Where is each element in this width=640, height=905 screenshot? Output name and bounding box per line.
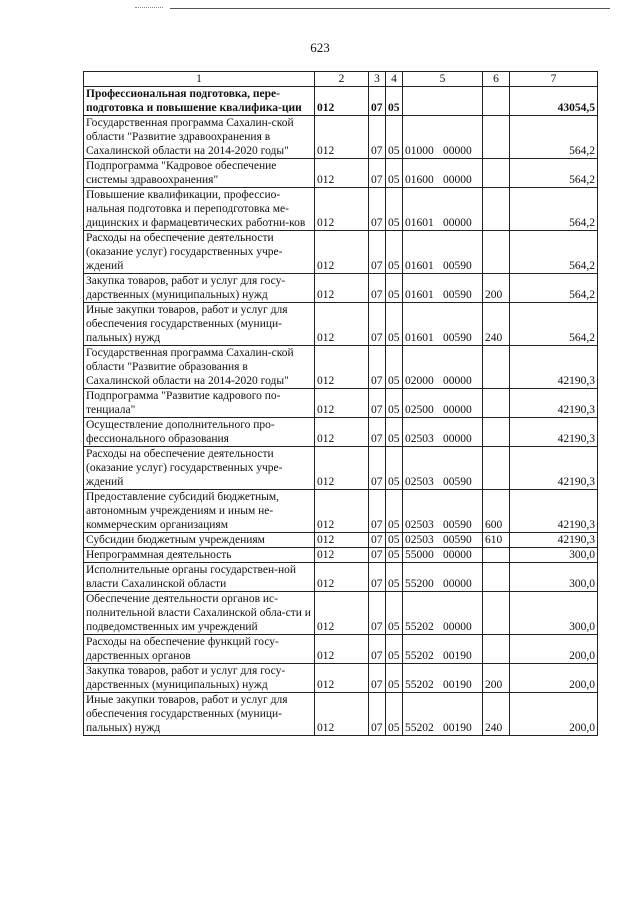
expense-type-code (483, 563, 510, 592)
table-row (84, 693, 598, 736)
section-code: 07 (369, 490, 386, 533)
expense-type-code (483, 346, 510, 389)
subsection-code: 05 (386, 346, 403, 389)
section-code: 07 (369, 159, 386, 188)
target-article-program: 01601 (405, 332, 434, 344)
target-article-code (403, 188, 483, 231)
target-article-direction: 00000 (443, 549, 472, 561)
amount: 564,2 (510, 159, 598, 188)
expense-type-code: 200 (483, 274, 510, 303)
amount: 564,2 (510, 188, 598, 231)
target-article-code (403, 116, 483, 159)
expense-type-code (483, 592, 510, 635)
section-code: 07 (369, 303, 386, 346)
header-cell: 7 (510, 72, 598, 87)
target-article-code (403, 303, 483, 346)
target-article-program: 01600 (405, 174, 434, 186)
target-article-program: 01601 (405, 289, 434, 301)
expense-type-code (483, 635, 510, 664)
amount: 42190,3 (510, 533, 598, 548)
target-article-program: 55000 (405, 549, 434, 561)
row-name: Иные закупки товаров, работ и услуг для обеспечения государственных (муници-пальных) нужд (84, 303, 315, 346)
ministry-code: 012 (315, 533, 369, 548)
row-name: Повышение квалификации, профессио-нальная подготовка и переподготовка ме-дицинских и фармацевтических работни-ков (84, 188, 315, 231)
subsection-code: 05 (386, 274, 403, 303)
target-article-code (403, 447, 483, 490)
ministry-code: 012 (315, 389, 369, 418)
table-row (84, 664, 598, 693)
section-code: 07 (369, 563, 386, 592)
expense-type-code: 600 (483, 490, 510, 533)
table-row (84, 274, 598, 303)
amount: 564,2 (510, 116, 598, 159)
target-article-program: 01000 (405, 145, 434, 157)
header-cell: 2 (315, 72, 369, 87)
amount: 564,2 (510, 274, 598, 303)
amount: 300,0 (510, 592, 598, 635)
subsection-code: 05 (386, 303, 403, 346)
amount: 200,0 (510, 635, 598, 664)
section-code: 07 (369, 418, 386, 447)
table-row (84, 490, 598, 533)
target-article-direction: 00590 (443, 534, 472, 546)
row-name: Подпрограмма "Кадровое обеспечение системы здравоохранения" (84, 159, 315, 188)
amount: 42190,3 (510, 418, 598, 447)
table-row (84, 87, 598, 116)
target-article-direction: 00590 (443, 476, 472, 488)
row-name: Обеспечение деятельности органов ис-полнительной власти Сахалинской обла-сти и подведомственных им учреждений (84, 592, 315, 635)
ministry-code: 012 (315, 346, 369, 389)
subsection-code: 05 (386, 159, 403, 188)
ministry-code: 012 (315, 231, 369, 274)
amount: 42190,3 (510, 447, 598, 490)
scan-mark (135, 7, 163, 8)
row-name: Государственная программа Сахалин-ской области "Развитие образования в Сахалинской области на 2014-2020 годы" (84, 346, 315, 389)
table-row (84, 447, 598, 490)
expense-type-code (483, 159, 510, 188)
row-name: Предоставление субсидий бюджетным, автономным учреждениям и иным не-коммерческим организациям (84, 490, 315, 533)
section-code: 07 (369, 389, 386, 418)
amount: 564,2 (510, 231, 598, 274)
subsection-code: 05 (386, 548, 403, 563)
table-row (84, 389, 598, 418)
top-rule (170, 8, 610, 9)
subsection-code: 05 (386, 664, 403, 693)
row-name: Расходы на обеспечение деятельности (оказание услуг) государственных учре-ждений (84, 447, 315, 490)
section-code: 07 (369, 635, 386, 664)
target-article-program: 02500 (405, 404, 434, 416)
target-article-direction: 00000 (443, 375, 472, 387)
expense-type-code (483, 418, 510, 447)
row-name: Профессиональная подготовка, пере-подготовка и повышение квалифика-ции (84, 87, 315, 116)
subsection-code: 05 (386, 533, 403, 548)
target-article-direction: 00190 (443, 679, 472, 691)
target-article-code (403, 274, 483, 303)
row-name: Расходы на обеспечение деятельности (оказание услуг) государственных учре-ждений (84, 231, 315, 274)
target-article-direction: 00000 (443, 404, 472, 416)
ministry-code: 012 (315, 635, 369, 664)
amount: 42190,3 (510, 389, 598, 418)
expense-type-code: 240 (483, 693, 510, 736)
subsection-code: 05 (386, 635, 403, 664)
row-name: Иные закупки товаров, работ и услуг для обеспечения государственных (муници-пальных) нужд (84, 693, 315, 736)
target-article-code (403, 548, 483, 563)
header-cell: 4 (386, 72, 403, 87)
section-code: 07 (369, 664, 386, 693)
target-article-program: 55202 (405, 650, 434, 662)
table-row (84, 592, 598, 635)
table-row (84, 159, 598, 188)
section-code: 07 (369, 447, 386, 490)
subsection-code: 05 (386, 418, 403, 447)
target-article-code (403, 87, 483, 116)
amount: 43054,5 (510, 87, 598, 116)
section-code: 07 (369, 592, 386, 635)
row-name: Осуществление дополнительного про-фессионального образования (84, 418, 315, 447)
subsection-code: 05 (386, 693, 403, 736)
page-number: 623 (310, 40, 330, 55)
row-name: Закупка товаров, работ и услуг для госу-дарственных (муниципальных) нужд (84, 274, 315, 303)
ministry-code: 012 (315, 188, 369, 231)
row-name: Непрограммная деятельность (84, 548, 315, 563)
table-row (84, 188, 598, 231)
target-article-code (403, 231, 483, 274)
section-code: 07 (369, 533, 386, 548)
subsection-code: 05 (386, 447, 403, 490)
table-row (84, 548, 598, 563)
amount: 564,2 (510, 303, 598, 346)
target-article-code (403, 533, 483, 548)
target-article-program: 02503 (405, 519, 434, 531)
amount: 300,0 (510, 548, 598, 563)
target-article-program: 02503 (405, 534, 434, 546)
target-article-code (403, 418, 483, 447)
row-name: Расходы на обеспечение функций госу-дарственных органов (84, 635, 315, 664)
ministry-code: 012 (315, 447, 369, 490)
subsection-code: 05 (386, 188, 403, 231)
ministry-code: 012 (315, 418, 369, 447)
target-article-code (403, 635, 483, 664)
target-article-code (403, 389, 483, 418)
target-article-direction: 00000 (443, 578, 472, 590)
target-article-code (403, 693, 483, 736)
expense-type-code (483, 116, 510, 159)
budget-table (83, 71, 598, 736)
subsection-code: 05 (386, 87, 403, 116)
section-code: 07 (369, 274, 386, 303)
target-article-code (403, 490, 483, 533)
target-article-code (403, 346, 483, 389)
target-article-program: 55202 (405, 679, 434, 691)
ministry-code: 012 (315, 563, 369, 592)
subsection-code: 05 (386, 231, 403, 274)
target-article-code (403, 159, 483, 188)
target-article-direction: 00190 (443, 650, 472, 662)
row-name: Подпрограмма "Развитие кадрового по-тенциала" (84, 389, 315, 418)
target-article-program: 02503 (405, 476, 434, 488)
subsection-code: 05 (386, 563, 403, 592)
target-article-program: 55200 (405, 578, 434, 590)
section-code: 07 (369, 188, 386, 231)
table-row (84, 346, 598, 389)
row-name: Закупка товаров, работ и услуг для госу-дарственных (муниципальных) нужд (84, 664, 315, 693)
subsection-code: 05 (386, 389, 403, 418)
target-article-code (403, 592, 483, 635)
table-row (84, 635, 598, 664)
table-row (84, 116, 598, 159)
ministry-code: 012 (315, 87, 369, 116)
target-article-program: 02000 (405, 375, 434, 387)
expense-type-code (483, 389, 510, 418)
target-article-direction: 00190 (443, 722, 472, 734)
target-article-code (403, 563, 483, 592)
target-article-direction: 00590 (443, 332, 472, 344)
expense-type-code: 240 (483, 303, 510, 346)
expense-type-code (483, 231, 510, 274)
subsection-code: 05 (386, 116, 403, 159)
target-article-program: 55202 (405, 722, 434, 734)
row-name: Государственная программа Сахалин-ской области "Развитие здравоохранения в Сахалинской области на 2014-2020 годы" (84, 116, 315, 159)
header-cell: 1 (84, 72, 315, 87)
target-article-program: 02503 (405, 433, 434, 445)
header-row (84, 72, 598, 87)
table-row (84, 533, 598, 548)
ministry-code: 012 (315, 116, 369, 159)
target-article-program: 01601 (405, 217, 434, 229)
target-article-direction: 00590 (443, 519, 472, 531)
target-article-direction: 00000 (443, 217, 472, 229)
target-article-direction: 00590 (443, 260, 472, 272)
header-cell: 5 (403, 72, 483, 87)
section-code: 07 (369, 693, 386, 736)
subsection-code: 05 (386, 490, 403, 533)
target-article-direction: 00000 (443, 433, 472, 445)
table-row (84, 418, 598, 447)
expense-type-code: 200 (483, 664, 510, 693)
header-cell: 3 (369, 72, 386, 87)
section-code: 07 (369, 116, 386, 159)
target-article-program: 55202 (405, 621, 434, 633)
ministry-code: 012 (315, 664, 369, 693)
subsection-code: 05 (386, 592, 403, 635)
amount: 300,0 (510, 563, 598, 592)
target-article-code (403, 664, 483, 693)
section-code: 07 (369, 87, 386, 116)
target-article-program: 01601 (405, 260, 434, 272)
row-name: Субсидии бюджетным учреждениям (84, 533, 315, 548)
table-row (84, 303, 598, 346)
row-name: Исполнительные органы государствен-ной власти Сахалинской области (84, 563, 315, 592)
ministry-code: 012 (315, 693, 369, 736)
section-code: 07 (369, 231, 386, 274)
target-article-direction: 00000 (443, 174, 472, 186)
expense-type-code (483, 548, 510, 563)
ministry-code: 012 (315, 274, 369, 303)
table-row (84, 231, 598, 274)
ministry-code: 012 (315, 490, 369, 533)
amount: 42190,3 (510, 346, 598, 389)
ministry-code: 012 (315, 548, 369, 563)
expense-type-code (483, 447, 510, 490)
target-article-direction: 00000 (443, 621, 472, 633)
target-article-direction: 00590 (443, 289, 472, 301)
expense-type-code: 610 (483, 533, 510, 548)
section-code: 07 (369, 346, 386, 389)
amount: 200,0 (510, 693, 598, 736)
ministry-code: 012 (315, 592, 369, 635)
amount: 200,0 (510, 664, 598, 693)
target-article-direction: 00000 (443, 145, 472, 157)
header-cell: 6 (483, 72, 510, 87)
table-row (84, 563, 598, 592)
amount: 42190,3 (510, 490, 598, 533)
section-code: 07 (369, 548, 386, 563)
expense-type-code (483, 188, 510, 231)
ministry-code: 012 (315, 159, 369, 188)
ministry-code: 012 (315, 303, 369, 346)
expense-type-code (483, 87, 510, 116)
